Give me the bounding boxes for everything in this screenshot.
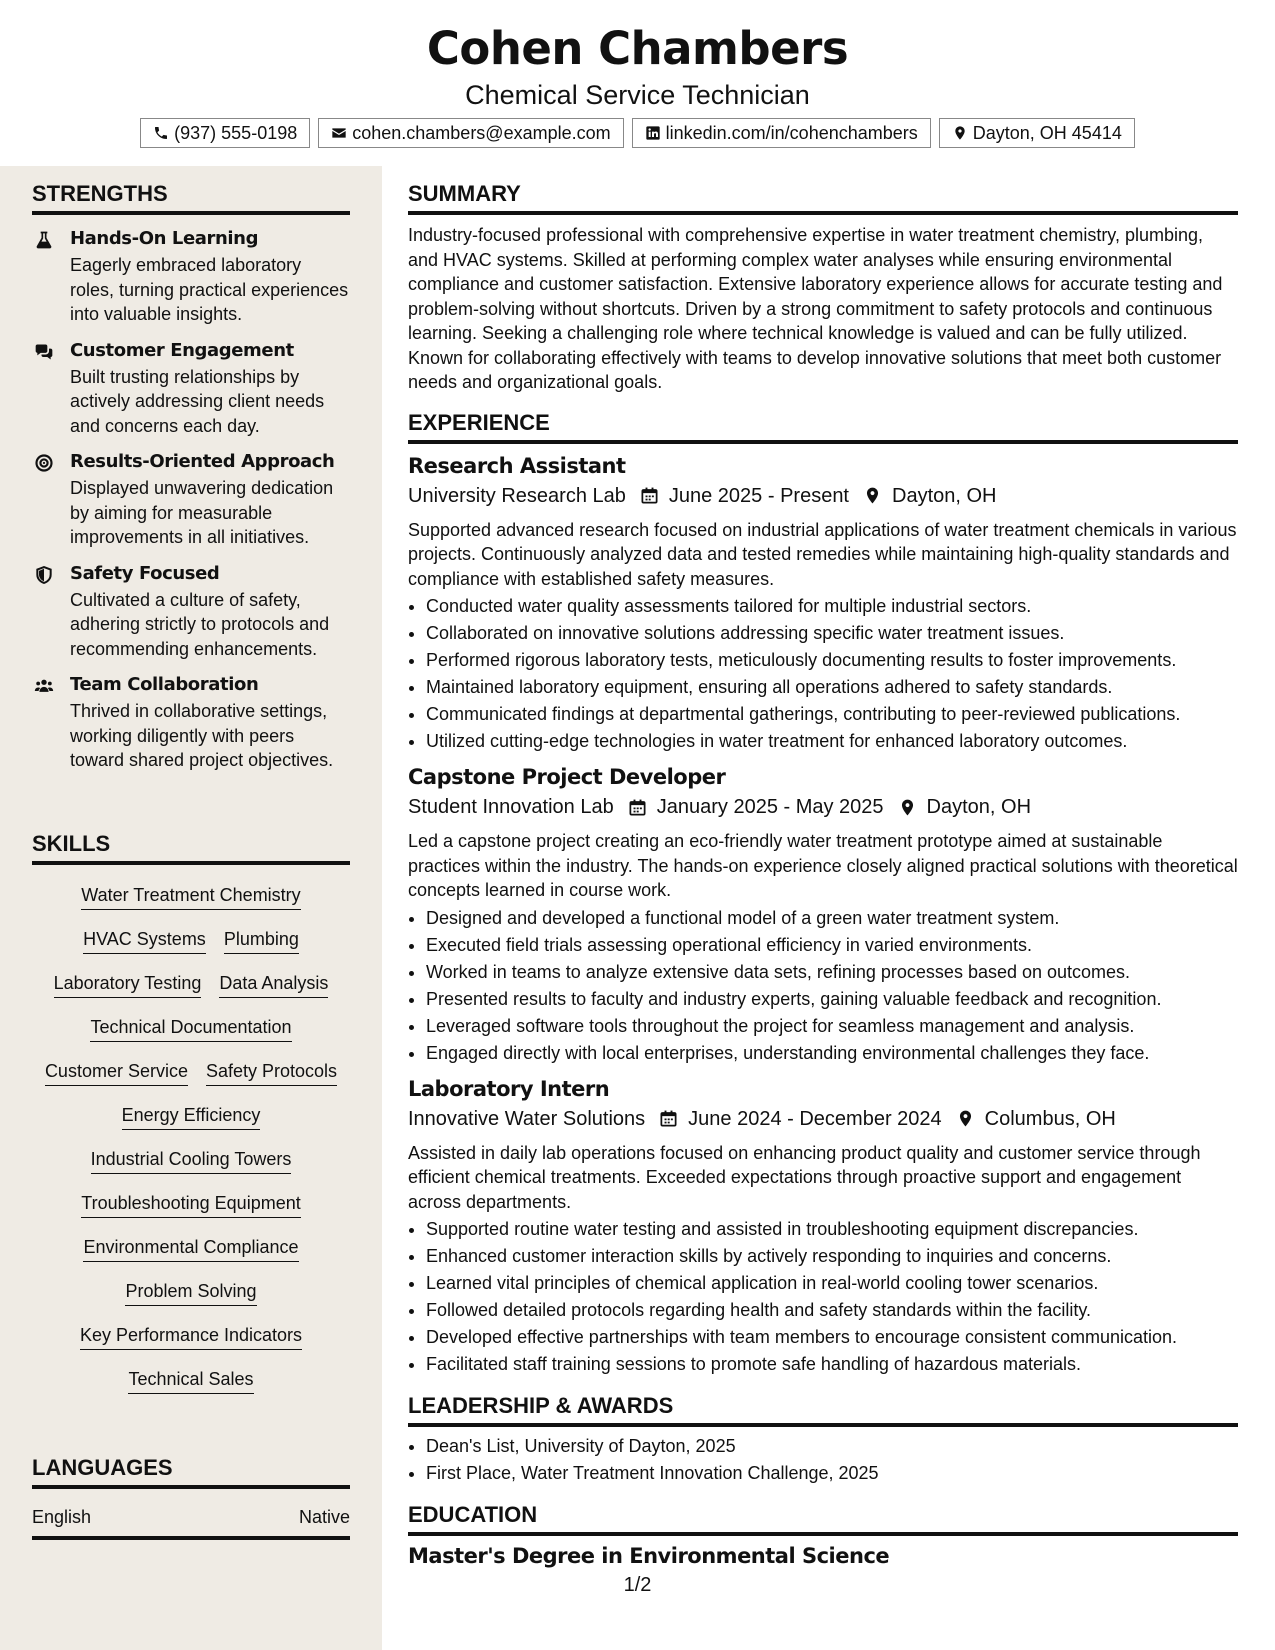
calendar-icon bbox=[640, 486, 659, 505]
job-bullet: • Learned vital principles of chemical application in real-world cooling tower scenarios. bbox=[426, 1270, 1238, 1297]
section-title-summary: SUMMARY bbox=[408, 180, 1238, 215]
section-title-languages: LANGUAGES bbox=[32, 1454, 350, 1489]
skill-tag: Industrial Cooling Towers bbox=[91, 1147, 292, 1174]
job-location: Dayton, OH bbox=[926, 796, 1032, 818]
phone-icon bbox=[153, 125, 169, 141]
job-dates: June 2024 - December 2024 bbox=[688, 1107, 942, 1130]
skill-tag: HVAC Systems bbox=[83, 927, 206, 954]
job-description: Led a capstone project creating an eco-friendly water treatment prototype aimed at sustainable practices within the industry. The hands-on experience closely aligned practical solutions with theoretical concepts learned in course work. bbox=[408, 831, 1238, 900]
main-content bbox=[408, 180, 1238, 1570]
contact-linkedin[interactable] bbox=[632, 118, 931, 148]
section-title-leadership: LEADERSHIP & AWARDS bbox=[408, 1392, 1238, 1427]
phone-text: (937) 555-0198 bbox=[174, 123, 298, 143]
summary-text: Industry-focused professional with comprehensive expertise in water treatment chemistry, plumbing, and HVAC systems. Skilled at performing complex water analyses while ensuring environmental compliance and customer satisfaction. Extensive laboratory experience allows for accurate testing and problem-solving without shortcuts. Driven by a strong commitment to safety protocols and continuous learning. Seeking a challenging role where technical knowledge is valued and can be fully utilized. Known for collaborating effectively with teams to develop innovative solutions that meet both customer needs and organizational goals. bbox=[408, 225, 1223, 392]
leadership-item: • Dean's List, University of Dayton, 2025 bbox=[426, 1433, 1238, 1460]
section-title-skills: SKILLS bbox=[32, 830, 350, 865]
job-bullet: • Engaged directly with local enterprises, understanding environmental challenges they face. bbox=[426, 1040, 1238, 1067]
job-description: Assisted in daily lab operations focused on enhancing product quality and customer service through efficient chemical treatments. Exceeded expectations through proactive support and engagement across departments. bbox=[408, 1142, 1201, 1212]
map-pin-icon bbox=[898, 798, 917, 817]
section-title-strengths: STRENGTHS bbox=[32, 180, 350, 215]
job-title: Research Assistant bbox=[408, 453, 626, 478]
job-entry bbox=[408, 763, 1238, 1067]
skill-tag: Safety Protocols bbox=[206, 1059, 337, 1086]
job-org: Innovative Water Solutions bbox=[408, 1107, 646, 1130]
job-org: Student Innovation Lab bbox=[408, 796, 614, 818]
contact-email[interactable] bbox=[318, 118, 623, 148]
language-level: Native bbox=[298, 1507, 350, 1527]
contact-bar bbox=[0, 118, 1275, 148]
flask-icon bbox=[34, 230, 54, 250]
skill-tag: Technical Documentation bbox=[90, 1015, 291, 1042]
education-degree: Master's Degree in Environmental Science bbox=[408, 1544, 890, 1568]
language-name: English bbox=[32, 1507, 92, 1527]
email-text: cohen.chambers@example.com bbox=[352, 123, 611, 143]
job-entry bbox=[408, 452, 1238, 756]
map-pin-icon bbox=[863, 486, 882, 505]
job-bullet: • Utilized cutting-edge technologies in water treatment for enhanced laboratory outcomes. bbox=[426, 728, 1238, 755]
skill-tag: Data Analysis bbox=[219, 971, 328, 998]
skill-tag: Technical Sales bbox=[128, 1367, 253, 1394]
job-bullet: • Enhanced customer interaction skills by actively responding to inquiries and concerns. bbox=[426, 1243, 1238, 1270]
job-bullet: • Supported routine water testing and assisted in troubleshooting equipment discrepancies. bbox=[426, 1216, 1238, 1243]
job-bullet: • Collaborated on innovative solutions addressing specific water treatment issues. bbox=[426, 620, 1238, 647]
skill-tag: Water Treatment Chemistry bbox=[81, 883, 300, 910]
strength-item bbox=[32, 562, 350, 662]
candidate-name: Cohen Chambers bbox=[426, 22, 849, 75]
job-bullets bbox=[408, 905, 1238, 1067]
job-bullet: • Performed rigorous laboratory tests, meticulously documenting results to foster improvements. bbox=[426, 647, 1238, 674]
skill-tag: Problem Solving bbox=[125, 1279, 256, 1306]
sidebar bbox=[0, 166, 382, 1650]
job-bullets bbox=[408, 593, 1238, 755]
job-dates: June 2025 - Present bbox=[668, 484, 849, 507]
strength-name: Safety Focused bbox=[70, 562, 220, 584]
job-title: Laboratory Intern bbox=[408, 1076, 610, 1101]
language-row bbox=[32, 1507, 350, 1540]
skill-tag: Energy Efficiency bbox=[122, 1103, 261, 1130]
strength-desc: Cultivated a culture of safety, adhering strictly to protocols and recommending enhancements. bbox=[70, 589, 330, 659]
job-meta bbox=[408, 482, 1238, 510]
skill-tag: Customer Service bbox=[45, 1059, 188, 1086]
strength-name: Hands-On Learning bbox=[70, 228, 259, 249]
section-title-education: EDUCATION bbox=[408, 1501, 1238, 1536]
linkedin-text: linkedin.com/in/cohenchambers bbox=[665, 123, 918, 143]
strengths-section bbox=[32, 180, 350, 773]
job-bullet: • Maintained laboratory equipment, ensuring all operations adhered to safety standards. bbox=[426, 674, 1238, 701]
skill-tag: Plumbing bbox=[224, 927, 299, 954]
strength-item bbox=[32, 339, 350, 439]
strength-item bbox=[32, 227, 350, 327]
skill-tag: Troubleshooting Equipment bbox=[81, 1191, 300, 1218]
job-title: Capstone Project Developer bbox=[408, 765, 726, 789]
strength-item bbox=[32, 450, 350, 550]
target-icon bbox=[34, 453, 54, 473]
leadership-item: • First Place, Water Treatment Innovation Challenge, 2025 bbox=[426, 1460, 1238, 1487]
map-pin-icon bbox=[956, 1109, 975, 1128]
skill-tag: Laboratory Testing bbox=[54, 971, 202, 998]
job-entry bbox=[408, 1075, 1238, 1379]
job-bullet: • Facilitated staff training sessions to promote safe handling of hazardous materials. bbox=[426, 1351, 1238, 1378]
calendar-icon bbox=[659, 1109, 678, 1128]
strength-item bbox=[32, 673, 350, 773]
strength-desc: Eagerly embraced laboratory roles, turning practical experiences into valuable insights. bbox=[70, 255, 349, 324]
job-bullet: • Designed and developed a functional model of a green water treatment system. bbox=[426, 905, 1238, 932]
job-bullet: • Followed detailed protocols regarding health and safety standards within the facility. bbox=[426, 1297, 1238, 1324]
candidate-title: Chemical Service Technician bbox=[465, 80, 810, 110]
team-icon bbox=[34, 676, 54, 696]
skill-tag: Key Performance Indicators bbox=[80, 1323, 302, 1350]
map-pin-icon bbox=[952, 125, 968, 141]
job-location: Dayton, OH bbox=[892, 484, 997, 507]
page-number: 1/2 bbox=[623, 1574, 652, 1596]
job-bullet: • Presented results to faculty and industry experts, gaining valuable feedback and recognition. bbox=[426, 986, 1238, 1013]
job-bullet: • Worked in teams to analyze extensive data sets, refining processes based on outcomes. bbox=[426, 959, 1238, 986]
job-meta bbox=[408, 1105, 1238, 1133]
job-dates: January 2025 - May 2025 bbox=[656, 796, 884, 818]
strength-name: Team Collaboration bbox=[70, 674, 259, 695]
job-bullet: • Communicated findings at departmental gatherings, contributing to peer-reviewed publications. bbox=[426, 701, 1238, 728]
job-meta bbox=[408, 793, 1238, 821]
skill-tag: Environmental Compliance bbox=[83, 1235, 298, 1262]
job-bullet: • Developed effective partnerships with team members to encourage consistent communication. bbox=[426, 1324, 1238, 1351]
strength-desc: Displayed unwavering dedication by aiming for measurable improvements in all initiatives. bbox=[70, 478, 334, 547]
leadership-list bbox=[408, 1433, 1238, 1487]
job-bullet: • Leveraged software tools throughout the project for seamless management and analysis. bbox=[426, 1013, 1238, 1040]
job-location: Columbus, OH bbox=[984, 1107, 1116, 1130]
job-bullets bbox=[408, 1216, 1238, 1378]
calendar-icon bbox=[628, 798, 647, 817]
location-text: Dayton, OH 45414 bbox=[972, 123, 1122, 143]
job-org: University Research Lab bbox=[408, 484, 626, 507]
job-bullet: • Executed field trials assessing operational efficiency in varied environments. bbox=[426, 932, 1238, 959]
strength-name: Results-Oriented Approach bbox=[70, 451, 335, 472]
job-bullet: • Conducted water quality assessments tailored for multiple industrial sectors. bbox=[426, 593, 1238, 620]
contact-phone[interactable] bbox=[140, 118, 310, 148]
contact-location bbox=[939, 118, 1135, 148]
strength-desc: Built trusting relationships by actively addressing client needs and concerns each day. bbox=[70, 366, 325, 436]
job-description: Supported advanced research focused on industrial applications of water treatment chemicals in various projects. Continuously analyzed data and tested remedies while maintaining high-quality standards and compliance with established safety measures. bbox=[408, 519, 1237, 589]
shield-icon bbox=[34, 565, 54, 585]
skills-section bbox=[32, 830, 350, 1394]
envelope-icon bbox=[331, 125, 347, 141]
languages-section bbox=[32, 1454, 350, 1540]
chat-bubbles-icon bbox=[34, 342, 54, 362]
skills-list bbox=[32, 883, 350, 1394]
linkedin-icon bbox=[645, 125, 661, 141]
resume-header bbox=[0, 20, 1275, 148]
section-title-experience: EXPERIENCE bbox=[408, 409, 1238, 444]
strength-desc: Thrived in collaborative settings, working diligently with peers toward shared project objectives. bbox=[70, 701, 334, 770]
strength-name: Customer Engagement bbox=[70, 339, 294, 361]
